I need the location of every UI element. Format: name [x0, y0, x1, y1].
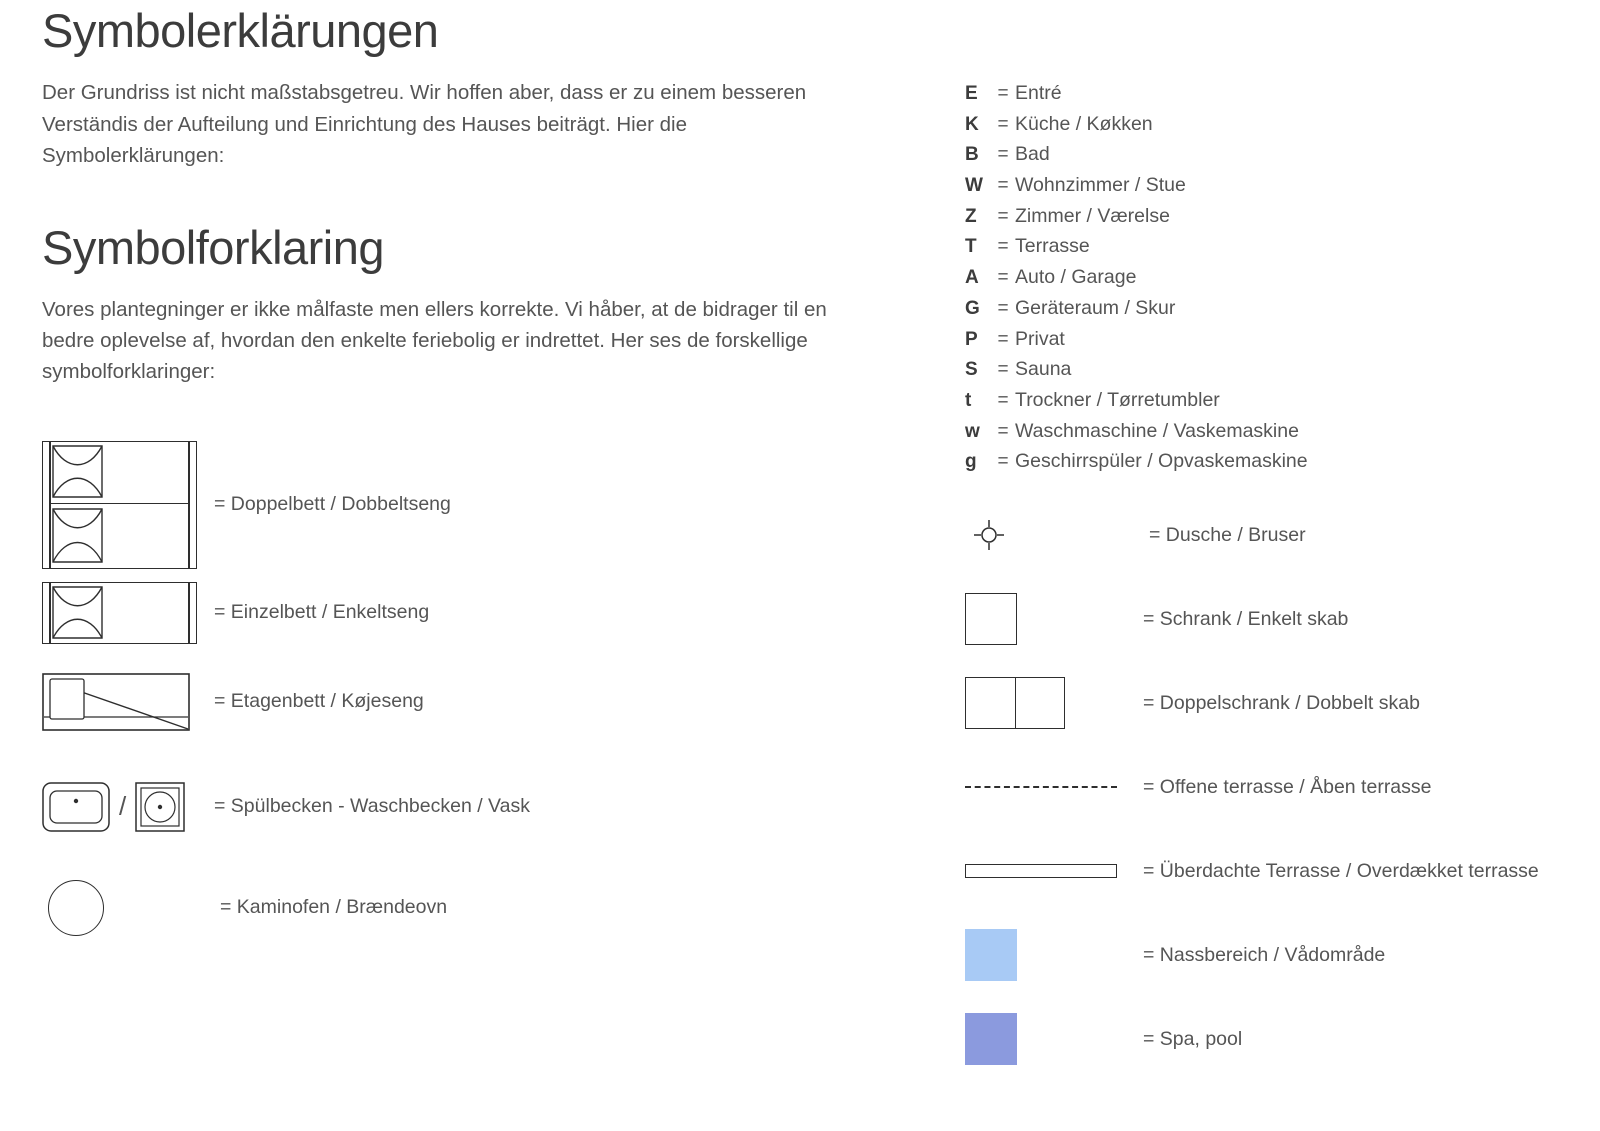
page-title-de: Symbolerklärungen — [42, 4, 439, 57]
abbreviation-value: Privat — [1015, 327, 1065, 350]
abbreviation-row — [965, 296, 1565, 319]
abbreviation-value: Wohnzimmer / Stue — [1015, 174, 1186, 197]
equals-sign: = — [997, 359, 1009, 381]
sink-separator: / — [119, 791, 127, 822]
legend-item — [965, 493, 1600, 577]
legend-item — [42, 440, 922, 570]
single-bed-icon — [42, 582, 197, 644]
abbreviation-value: Geschirrspüler / Opvaskemaskine — [1015, 450, 1308, 473]
abbreviation-key: Z — [965, 205, 977, 227]
abbreviation-row — [965, 268, 1565, 288]
abbreviation-key: K — [965, 113, 979, 135]
abbreviation-value: Auto / Garage — [1015, 266, 1137, 289]
abbreviation-value: Trockner / Tørretumbler — [1015, 388, 1220, 411]
abbreviation-value: Zimmer / Værelse — [1015, 204, 1170, 227]
abbreviation-key: T — [965, 236, 977, 258]
abbreviation-list — [965, 84, 1565, 483]
equals-sign: = — [997, 83, 1009, 104]
spa-pool-swatch-wrap — [965, 1013, 1143, 1065]
abbreviation-value: Terrasse — [1015, 235, 1090, 258]
equals-sign: = — [997, 205, 1009, 227]
wood-stove-icon-wrap — [42, 880, 220, 936]
spa-pool-swatch — [965, 1013, 1017, 1065]
abbreviation-key: g — [965, 451, 977, 473]
sink-basin-icon — [42, 782, 185, 832]
legend-item — [965, 913, 1600, 997]
legend-item — [965, 577, 1600, 661]
legend-item-label: = Etagenbett / Køjeseng — [214, 690, 424, 713]
legend-item — [42, 570, 922, 656]
open-terrace-icon — [965, 786, 1117, 788]
legend-item-label: = Nassbereich / Vådområde — [1143, 943, 1386, 966]
wood-stove-icon — [48, 880, 104, 936]
shower-icon-wrap — [965, 517, 1149, 553]
abbreviation-row — [965, 176, 1565, 196]
abbreviation-row — [965, 388, 1565, 411]
abbreviation-row — [965, 145, 1565, 165]
open-terrace-icon-wrap — [965, 786, 1143, 788]
legend-item — [965, 745, 1600, 829]
washbasin-icon — [135, 782, 185, 832]
legend-item-label: = Kaminofen / Brændeovn — [220, 896, 448, 919]
left-column — [42, 0, 922, 950]
abbreviation-key: W — [965, 175, 983, 197]
abbreviation-row — [965, 237, 1565, 257]
abbreviation-value: Entré — [1015, 82, 1062, 104]
abbreviation-row — [965, 84, 1565, 104]
abbreviation-key: t — [965, 389, 972, 411]
intro-paragraph-de: Der Grundriss ist nicht maßstabsgetreu. Wir hoffen aber, dass er zu einem besseren Verständis der Aufteilung und Einrichtung des Hauses beiträgt. Hier die Symbolerklärungen: — [42, 81, 807, 167]
legend-item — [42, 748, 922, 866]
abbreviation-value: Waschmaschine / Vaskemaskine — [1015, 419, 1299, 442]
sink-basin-icon-wrap — [42, 782, 214, 832]
legend-item — [965, 829, 1600, 913]
legend-item — [965, 661, 1600, 745]
legend-item-label: = Spülbecken - Waschbecken / Vask — [214, 795, 530, 818]
legend-item-label: = Doppelbett / Dobbeltseng — [214, 493, 451, 516]
abbreviation-key: w — [965, 420, 980, 442]
legend-item — [42, 656, 922, 748]
abbreviation-row — [965, 112, 1565, 135]
legend-item-label: = Schrank / Enkelt skab — [1143, 607, 1349, 630]
legend-item-label: = Einzelbett / Enkeltseng — [214, 601, 430, 624]
covered-terrace-icon — [965, 864, 1117, 878]
abbreviation-key: G — [965, 297, 980, 319]
equals-sign: = — [997, 328, 1009, 350]
equals-sign: = — [997, 236, 1009, 258]
legend-item-label: = Dusche / Bruser — [1149, 523, 1306, 546]
equals-sign: = — [997, 144, 1009, 166]
bunk-bed-icon — [42, 673, 190, 731]
legend-item — [42, 866, 922, 950]
equals-sign: = — [997, 451, 1009, 473]
equals-sign: = — [997, 267, 1009, 289]
legend-item-label: = Offene terrasse / Åben terrasse — [1143, 775, 1432, 798]
single-cabinet-icon-wrap — [965, 593, 1143, 645]
left-symbol-list — [42, 440, 922, 950]
abbreviation-row — [965, 360, 1565, 380]
wet-area-swatch-wrap — [965, 929, 1143, 981]
abbreviation-key: P — [965, 328, 978, 350]
single-bed-icon-wrap — [42, 582, 214, 644]
right-symbol-list — [965, 493, 1600, 1081]
legend-item — [965, 997, 1600, 1081]
equals-sign: = — [997, 420, 1009, 442]
abbreviation-key: E — [965, 83, 978, 104]
abbreviation-row — [965, 204, 1565, 227]
abbreviation-key: A — [965, 267, 979, 289]
double-cabinet-icon — [965, 677, 1065, 729]
page-title-da: Symbolforklaring — [42, 220, 385, 274]
abbreviation-value: Küche / Køkken — [1015, 112, 1153, 135]
equals-sign: = — [997, 389, 1009, 411]
intro-paragraph-da: Vores plantegninger er ikke målfaste men ellers korrekte. Vi håber, at de bidrager til en bedre oplevelse af, hvordan den enkelte feriebolig er indrettet. Her ses de forskellige symbolforklaringer: — [42, 298, 827, 384]
legend-item-label: = Spa, pool — [1143, 1027, 1243, 1050]
bunk-bed-icon-wrap — [42, 673, 214, 731]
abbreviation-key: S — [965, 359, 978, 381]
shower-icon — [971, 517, 1007, 553]
equals-sign: = — [997, 175, 1009, 197]
abbreviation-value: Bad — [1015, 143, 1050, 166]
abbreviation-value: Sauna — [1015, 358, 1072, 381]
sink-rect-icon — [42, 782, 110, 832]
double-bed-icon — [42, 441, 197, 569]
covered-terrace-icon-wrap — [965, 864, 1143, 878]
abbreviation-value: Geräteraum / Skur — [1015, 296, 1176, 319]
abbreviation-row — [965, 419, 1565, 442]
double-bed-icon-wrap — [42, 441, 214, 569]
equals-sign: = — [997, 297, 1009, 319]
double-cabinet-icon-wrap — [965, 677, 1143, 729]
abbreviation-key: B — [965, 144, 979, 166]
wet-area-swatch — [965, 929, 1017, 981]
abbreviation-row — [965, 327, 1565, 350]
single-cabinet-icon — [965, 593, 1017, 645]
equals-sign: = — [997, 113, 1009, 135]
legend-item-label: = Überdachte Terrasse / Overdækket terrasse — [1143, 859, 1539, 882]
cabinet-half-left — [966, 678, 1016, 728]
legend-item-label: = Doppelschrank / Dobbelt skab — [1143, 691, 1420, 714]
cabinet-half-right — [1016, 678, 1065, 728]
abbreviation-row — [965, 452, 1565, 472]
